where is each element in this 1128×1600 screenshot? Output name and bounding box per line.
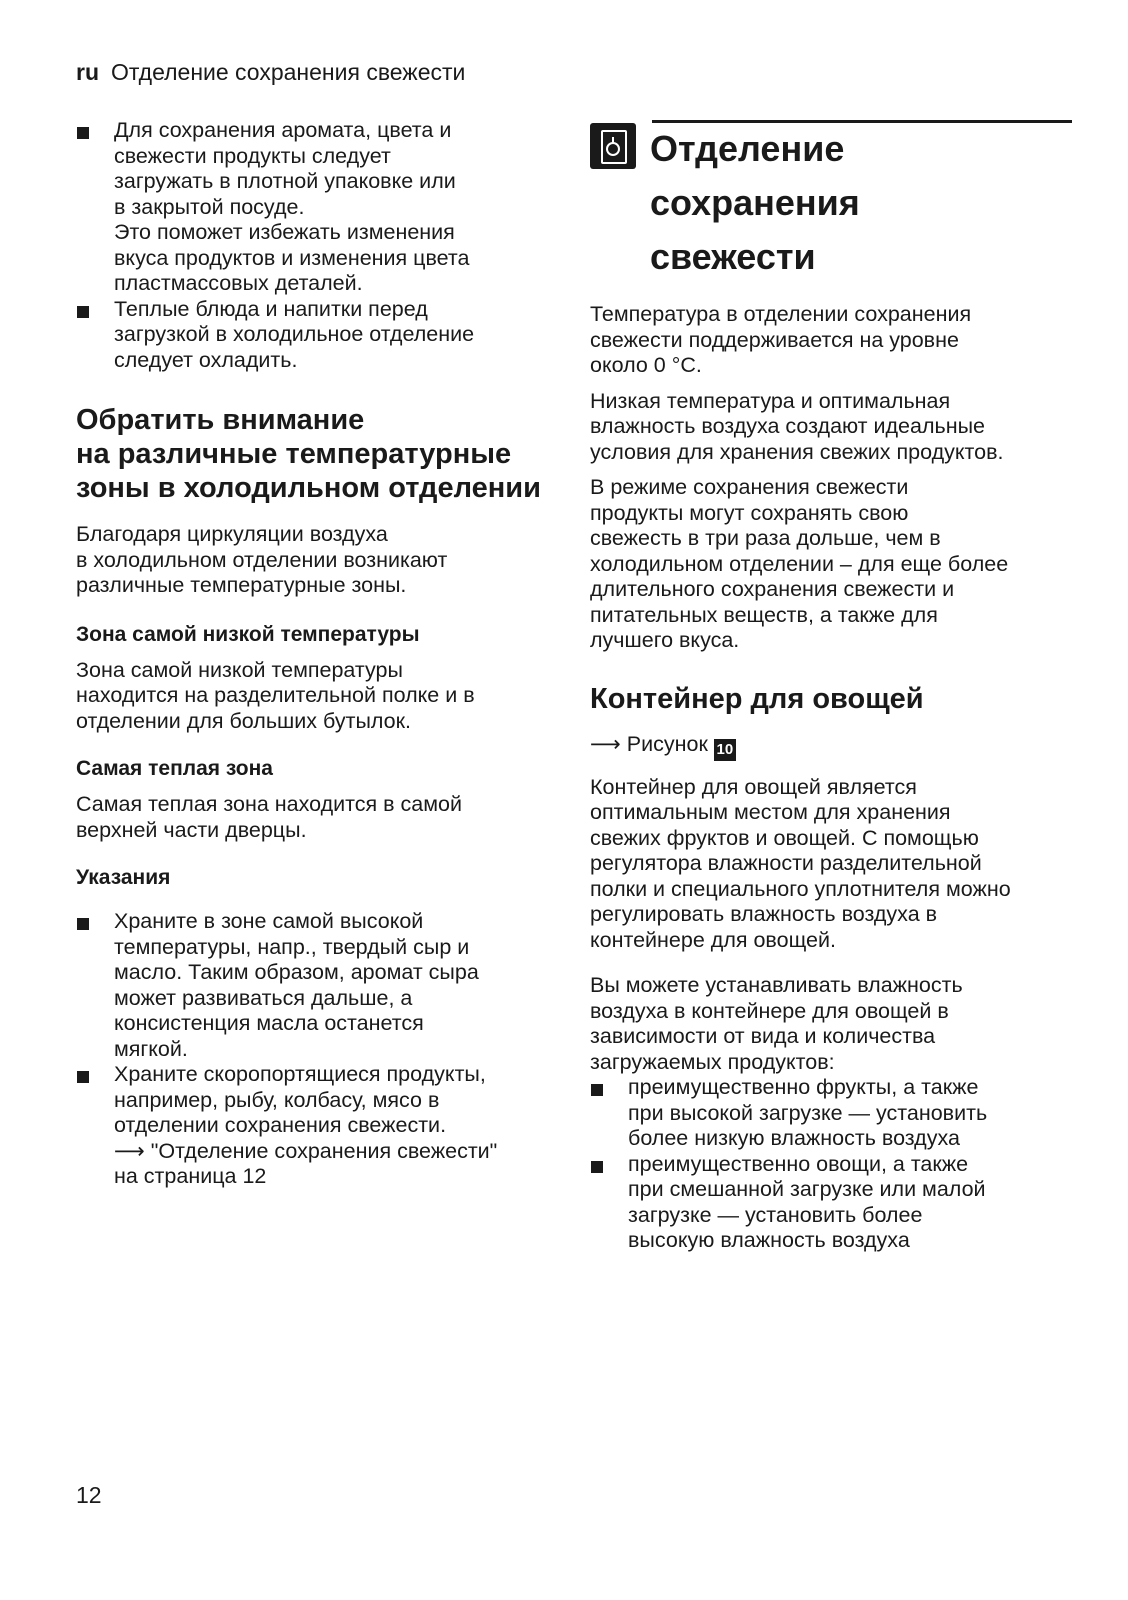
section-title: Обратить внимание на различные температурные зоны в холодильном отделении [76,404,541,504]
header-title: Отделение сохранения свежести [111,59,466,85]
right-column [590,118,1060,1254]
paragraph: Контейнер для овощей является оптимальным местом для хранения свежих фруктов и овощей. С помощью регулятора влажности разделительной полки и специального уплотнителя можно регулировать влажность воздуха в контейнере для овощей. [590,774,1011,952]
chapter-title: Отделение сохранения свежести [650,128,860,277]
bullet-square-icon [77,1071,89,1083]
cross-reference-link[interactable]: ⟶ "Отделение сохранения свежести" [114,1138,498,1163]
figure-reference[interactable]: ⟶ Рисунок 10 [590,732,1060,761]
paragraph: Низкая температура и оптимальная влажность воздуха создают идеальные условия для хранения свежих продуктов. [590,388,1004,464]
paragraph: Температура в отделении сохранения свежести поддерживается на уровне около 0 °C. [590,302,972,377]
veg-container-title: Контейнер для овощей [590,682,924,715]
page-number: 12 [76,1482,102,1508]
list-item: Храните скоропортящиеся продукты, например, рыбу, колбасу, мясо в отделении сохранения свежести. ⟶ "Отделение сохранения свежести" на страница 12 [76,1062,566,1190]
heading-rule [652,120,1072,123]
chapter-heading [590,118,1060,284]
section-intro: Благодаря циркуляции воздуха в холодильном отделении возникают различные температурные зоны. [76,522,448,597]
page-header [76,56,465,88]
notes-list [76,909,566,1190]
warmest-zone-text: Самая теплая зона находится в самой верхней части дверцы. [76,792,462,842]
figure-number-badge: 10 [714,739,736,761]
bullet-square-icon [77,127,89,139]
warmest-zone-title: Самая теплая зона [76,757,273,780]
bullet-square-icon [77,918,89,930]
language-code: ru [76,59,99,85]
bullet-square-icon [591,1084,603,1096]
humidity-options-list [590,1075,1060,1254]
coldest-zone-text: Зона самой низкой температуры находится на разделительной полке и в отделении для больших бутылок. [76,657,475,733]
paragraph: Вы можете устанавливать влажность воздуха в контейнере для овощей в зависимости от вида и количества загружаемых продуктов: [590,973,963,1074]
list-item: Теплые блюда и напитки перед загрузкой в холодильное отделение следует охладить. [76,297,566,374]
coldest-zone-title: Зона самой низкой температуры [76,622,420,646]
left-column [76,118,566,1190]
freshness-compartment-icon [590,123,636,169]
list-item: Храните в зоне самой высокой температуры, напр., твердый сыр и масло. Таким образом, аромат сыра может развиваться дальше, а консистенция масла останется мягкой. [76,909,566,1062]
bullet-square-icon [591,1161,603,1173]
notes-title: Указания [76,866,171,889]
list-item: Для сохранения аромата, цвета и свежести продукты следует загружать в плотной упаковке или в закрытой посуде. Это поможет избежать изменения вкуса продуктов и изменения цвета пластмассовых деталей. [76,118,566,297]
list-item: преимущественно фрукты, а также при высокой загрузке — установить более низкую влажность воздуха [590,1075,1060,1152]
list-item: преимущественно овощи, а также при смешанной загрузке или малой загрузке — установить более высокую влажность воздуха [590,1152,1060,1254]
bullet-list-top [76,118,566,373]
paragraph: В режиме сохранения свежести продукты могут сохранять свою свежесть в три раза дольше, чем в холодильном отделении – для еще более длительного сохранения свежести и питательных веществ, а также для лучшего вкуса. [590,475,1009,652]
bullet-square-icon [77,306,89,318]
